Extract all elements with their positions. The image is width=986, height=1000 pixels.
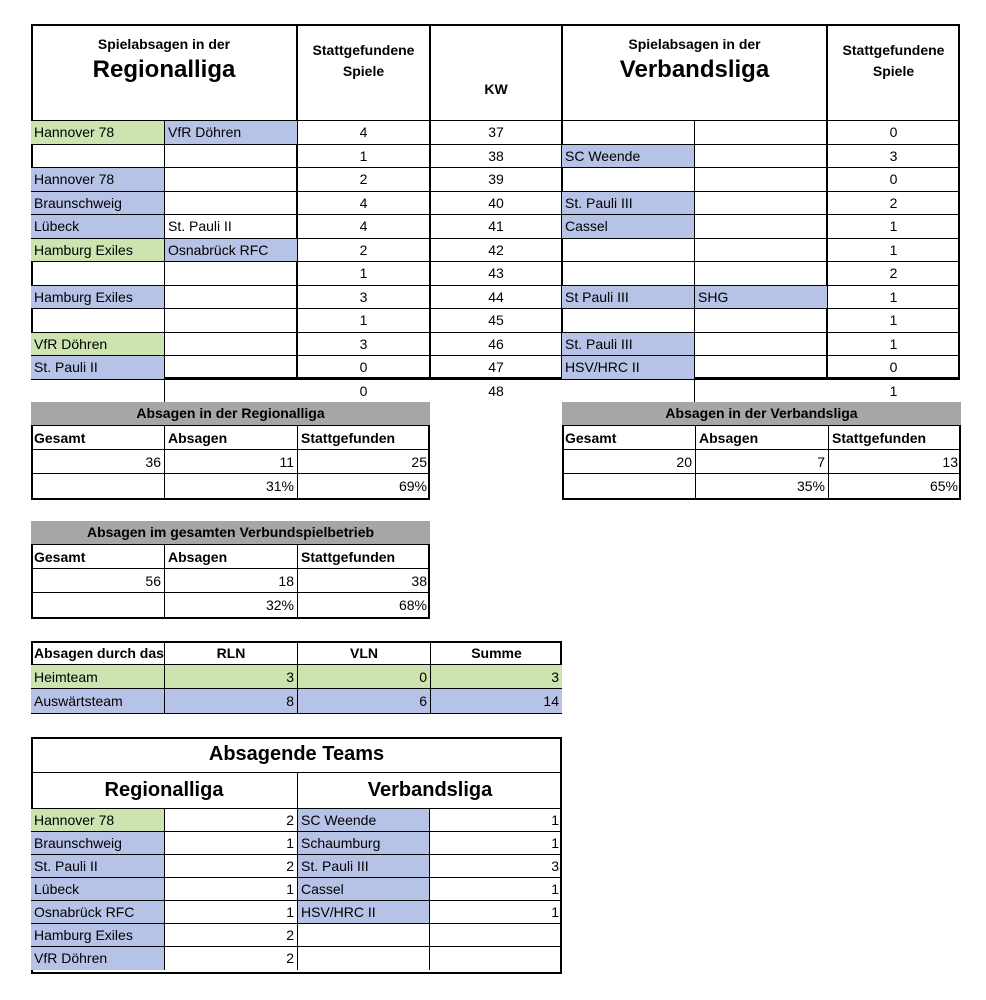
summary-total-value[interactable]: 56	[31, 569, 164, 593]
summary-verbandsliga-header[interactable]: Gesamt	[562, 426, 695, 450]
vl-away-cell[interactable]	[694, 238, 827, 262]
teams-left-count[interactable]: 2	[164, 924, 297, 947]
teams-left-name[interactable]: VfR Döhren	[31, 947, 164, 970]
rl-away-cell[interactable]: St. Pauli II	[164, 214, 297, 238]
teams-left-count[interactable]: 1	[164, 832, 297, 855]
kw-cell[interactable]: 46	[430, 332, 562, 356]
summary-verbandsliga-title[interactable]: Absagen in der Verbandsliga	[562, 402, 961, 426]
vl-home-cell[interactable]	[562, 120, 694, 144]
rl-away-cell[interactable]	[164, 144, 297, 168]
summary-total-value[interactable]: 18	[164, 569, 297, 593]
vl-away-cell[interactable]	[694, 379, 827, 403]
vl-home-cell[interactable]: St. Pauli III	[562, 332, 694, 356]
vl-played-cell[interactable]: 1	[827, 214, 960, 238]
kw-cell[interactable]: 48	[430, 379, 562, 403]
verbandsliga-header	[562, 24, 827, 120]
rl-home-cell[interactable]: Hamburg Exiles	[31, 238, 164, 262]
by-team-value[interactable]: 8	[164, 689, 297, 713]
teams-left-name[interactable]: Braunschweig	[31, 832, 164, 855]
teams-right-name[interactable]: Schaumburg	[297, 832, 429, 855]
vl-played-cell[interactable]: 1	[827, 285, 960, 309]
vl-played-cell[interactable]: 0	[827, 167, 960, 191]
teams-right-count[interactable]: 1	[429, 809, 562, 832]
rl-away-cell[interactable]	[164, 308, 297, 332]
vl-away-cell[interactable]	[694, 167, 827, 191]
played-header-left	[297, 24, 430, 120]
vl-played-cell[interactable]: 1	[827, 238, 960, 262]
vl-away-cell[interactable]	[694, 332, 827, 356]
teams-left-count[interactable]: 1	[164, 901, 297, 924]
summary-total-header[interactable]: Gesamt	[31, 545, 164, 569]
teams-left-title[interactable]: Regionalliga	[31, 773, 297, 809]
vl-away-cell[interactable]	[694, 214, 827, 238]
summary-verbandsliga-value[interactable]: 7	[695, 450, 828, 474]
teams-right-empty[interactable]	[429, 924, 562, 947]
vl-played-cell[interactable]: 1	[827, 379, 960, 403]
teams-right-title[interactable]: Verbandsliga	[297, 773, 562, 809]
vl-away-cell[interactable]: SHG	[694, 285, 827, 309]
rl-home-cell[interactable]: VfR Döhren	[31, 332, 164, 356]
summary-verbandsliga-header[interactable]: Absagen	[695, 426, 828, 450]
vl-played-cell[interactable]: 0	[827, 120, 960, 144]
kw-cell[interactable]: 37	[430, 120, 562, 144]
vl-home-cell[interactable]	[562, 238, 694, 262]
rl-played-cell[interactable]: 4	[297, 191, 430, 215]
vl-home-cell[interactable]	[562, 167, 694, 191]
rl-away-cell[interactable]: Osnabrück RFC	[164, 238, 297, 262]
rl-home-cell[interactable]: Hamburg Exiles	[31, 285, 164, 309]
by-team-value[interactable]: 3	[164, 665, 297, 689]
vl-away-cell[interactable]	[694, 191, 827, 215]
kw-cell[interactable]: 41	[430, 214, 562, 238]
vl-home-cell[interactable]: St. Pauli III	[562, 191, 694, 215]
rl-away-cell[interactable]	[164, 379, 297, 403]
summary-verbandsliga-percent[interactable]: 35%	[695, 474, 828, 498]
by-team-header[interactable]: RLN	[164, 641, 297, 665]
vl-away-cell[interactable]	[694, 261, 827, 285]
vl-played-cell[interactable]: 1	[827, 332, 960, 356]
teams-right-name[interactable]: Cassel	[297, 878, 429, 901]
rl-away-cell[interactable]: VfR Döhren	[164, 120, 297, 144]
teams-right-count[interactable]: 1	[429, 832, 562, 855]
teams-right-name[interactable]: St. Pauli III	[297, 855, 429, 878]
teams-right-count[interactable]: 1	[429, 901, 562, 924]
summary-verbandsliga-value[interactable]: 20	[562, 450, 695, 474]
played-header-left-line1: Stattgefundene	[312, 42, 415, 58]
kw-header[interactable]: KW	[484, 81, 508, 97]
vl-home-cell[interactable]	[562, 261, 694, 285]
summary-total-value[interactable]: 38	[297, 569, 430, 593]
teams-left-name[interactable]: St. Pauli II	[31, 855, 164, 878]
teams-left-count[interactable]: 2	[164, 947, 297, 970]
summary-total-percent[interactable]	[31, 593, 164, 617]
vl-home-cell[interactable]	[562, 379, 694, 403]
vl-away-cell[interactable]	[694, 120, 827, 144]
summary-verbandsliga-header[interactable]: Stattgefunden	[828, 426, 961, 450]
rl-away-cell[interactable]	[164, 355, 297, 379]
vl-home-cell[interactable]: HSV/HRC II	[562, 355, 694, 379]
rl-home-cell[interactable]: Hannover 78	[31, 120, 164, 144]
summary-regionalliga-percent[interactable]: 31%	[164, 474, 297, 498]
summary-total-header[interactable]: Absagen	[164, 545, 297, 569]
teams-left-name[interactable]: Lübeck	[31, 878, 164, 901]
rl-home-cell[interactable]	[31, 261, 164, 285]
vl-played-cell[interactable]: 0	[827, 355, 960, 379]
summary-regionalliga-header[interactable]: Stattgefunden	[297, 426, 430, 450]
summary-verbandsliga-percent[interactable]	[562, 474, 695, 498]
vl-played-cell[interactable]: 3	[827, 144, 960, 168]
kw-cell[interactable]: 47	[430, 355, 562, 379]
rl-played-cell[interactable]: 3	[297, 285, 430, 309]
by-team-header[interactable]: Summe	[430, 641, 562, 665]
teams-right-count[interactable]: 3	[429, 855, 562, 878]
by-team-value[interactable]: 6	[297, 689, 430, 713]
summary-regionalliga-header[interactable]: Gesamt	[31, 426, 164, 450]
rl-away-cell[interactable]	[164, 332, 297, 356]
rl-played-cell[interactable]: 2	[297, 238, 430, 262]
rl-away-cell[interactable]	[164, 191, 297, 215]
rl-home-cell[interactable]	[31, 379, 164, 403]
teams-right-empty[interactable]	[297, 947, 429, 970]
regionalliga-header	[31, 24, 297, 120]
summary-regionalliga-value[interactable]: 36	[31, 450, 164, 474]
rl-played-cell[interactable]: 0	[297, 379, 430, 403]
teams-right-empty[interactable]	[297, 924, 429, 947]
kw-cell[interactable]: 39	[430, 167, 562, 191]
kw-cell[interactable]: 42	[430, 238, 562, 262]
vl-away-cell[interactable]	[694, 308, 827, 332]
by-team-label[interactable]: Auswärtsteam	[31, 689, 164, 713]
vl-played-cell[interactable]: 2	[827, 261, 960, 285]
verbandsliga-header-line1: Spielabsagen in der	[628, 36, 761, 52]
rl-home-cell[interactable]	[31, 144, 164, 168]
vl-home-cell[interactable]	[562, 308, 694, 332]
rl-home-cell[interactable]	[31, 308, 164, 332]
summary-total-title[interactable]: Absagen im gesamten Verbundspielbetrieb	[31, 521, 430, 545]
summary-verbandsliga-value[interactable]: 13	[828, 450, 961, 474]
teams-left-name[interactable]: Hamburg Exiles	[31, 924, 164, 947]
played-header-right-line2: Spiele	[872, 63, 915, 79]
rl-played-cell[interactable]: 1	[297, 144, 430, 168]
rl-away-cell[interactable]	[164, 261, 297, 285]
rl-home-cell[interactable]: St. Pauli II	[31, 355, 164, 379]
by-team-header[interactable]: Absagen durch das	[31, 641, 164, 665]
regionalliga-header-line2: Regionalliga	[92, 56, 236, 83]
vl-home-cell[interactable]: St Pauli III	[562, 285, 694, 309]
played-header-right-line1: Stattgefundene	[842, 42, 945, 58]
teams-left-count[interactable]: 2	[164, 809, 297, 832]
teams-left-count[interactable]: 1	[164, 878, 297, 901]
rl-home-cell[interactable]: Hannover 78	[31, 167, 164, 191]
kw-cell[interactable]: 43	[430, 261, 562, 285]
by-team-label[interactable]: Heimteam	[31, 665, 164, 689]
by-team-value[interactable]: 14	[430, 689, 562, 713]
rl-away-cell[interactable]	[164, 167, 297, 191]
teams-title[interactable]: Absagende Teams	[31, 737, 562, 773]
rl-played-cell[interactable]: 4	[297, 120, 430, 144]
played-header-right	[827, 24, 960, 120]
summary-verbandsliga-percent[interactable]: 65%	[828, 474, 961, 498]
summary-total-percent[interactable]: 68%	[297, 593, 430, 617]
teams-left-name[interactable]: Osnabrück RFC	[31, 901, 164, 924]
teams-right-count[interactable]: 1	[429, 878, 562, 901]
summary-regionalliga-percent[interactable]: 69%	[297, 474, 430, 498]
verbandsliga-header-line2: Verbandsliga	[619, 56, 770, 83]
rl-away-cell[interactable]	[164, 285, 297, 309]
rl-played-cell[interactable]: 4	[297, 214, 430, 238]
rl-played-cell[interactable]: 2	[297, 167, 430, 191]
teams-right-name[interactable]: HSV/HRC II	[297, 901, 429, 924]
vl-away-cell[interactable]	[694, 144, 827, 168]
by-team-value[interactable]: 3	[430, 665, 562, 689]
vl-played-cell[interactable]: 2	[827, 191, 960, 215]
teams-right-empty[interactable]	[429, 947, 562, 970]
teams-left-count[interactable]: 2	[164, 855, 297, 878]
rl-played-cell[interactable]: 3	[297, 332, 430, 356]
rl-home-cell[interactable]: Lübeck	[31, 214, 164, 238]
vl-home-cell[interactable]: SC Weende	[562, 144, 694, 168]
summary-regionalliga-header[interactable]: Absagen	[164, 426, 297, 450]
vl-home-cell[interactable]: Cassel	[562, 214, 694, 238]
summary-regionalliga-value[interactable]: 11	[164, 450, 297, 474]
played-header-left-line2: Spiele	[342, 63, 385, 79]
summary-regionalliga-title[interactable]: Absagen in der Regionalliga	[31, 402, 430, 426]
teams-right-name[interactable]: SC Weende	[297, 809, 429, 832]
summary-regionalliga-percent[interactable]	[31, 474, 164, 498]
rl-home-cell[interactable]: Braunschweig	[31, 191, 164, 215]
rl-played-cell[interactable]: 1	[297, 308, 430, 332]
summary-total-percent[interactable]: 32%	[164, 593, 297, 617]
kw-cell[interactable]: 45	[430, 308, 562, 332]
kw-cell[interactable]: 38	[430, 144, 562, 168]
rl-played-cell[interactable]: 1	[297, 261, 430, 285]
teams-left-name[interactable]: Hannover 78	[31, 809, 164, 832]
summary-regionalliga-value[interactable]: 25	[297, 450, 430, 474]
kw-cell[interactable]: 44	[430, 285, 562, 309]
by-team-value[interactable]: 0	[297, 665, 430, 689]
vl-away-cell[interactable]	[694, 355, 827, 379]
vl-played-cell[interactable]: 1	[827, 308, 960, 332]
summary-total-header[interactable]: Stattgefunden	[297, 545, 430, 569]
by-team-header[interactable]: VLN	[297, 641, 430, 665]
kw-cell[interactable]: 40	[430, 191, 562, 215]
rl-played-cell[interactable]: 0	[297, 355, 430, 379]
regionalliga-header-line1: Spielabsagen in der	[97, 36, 231, 52]
